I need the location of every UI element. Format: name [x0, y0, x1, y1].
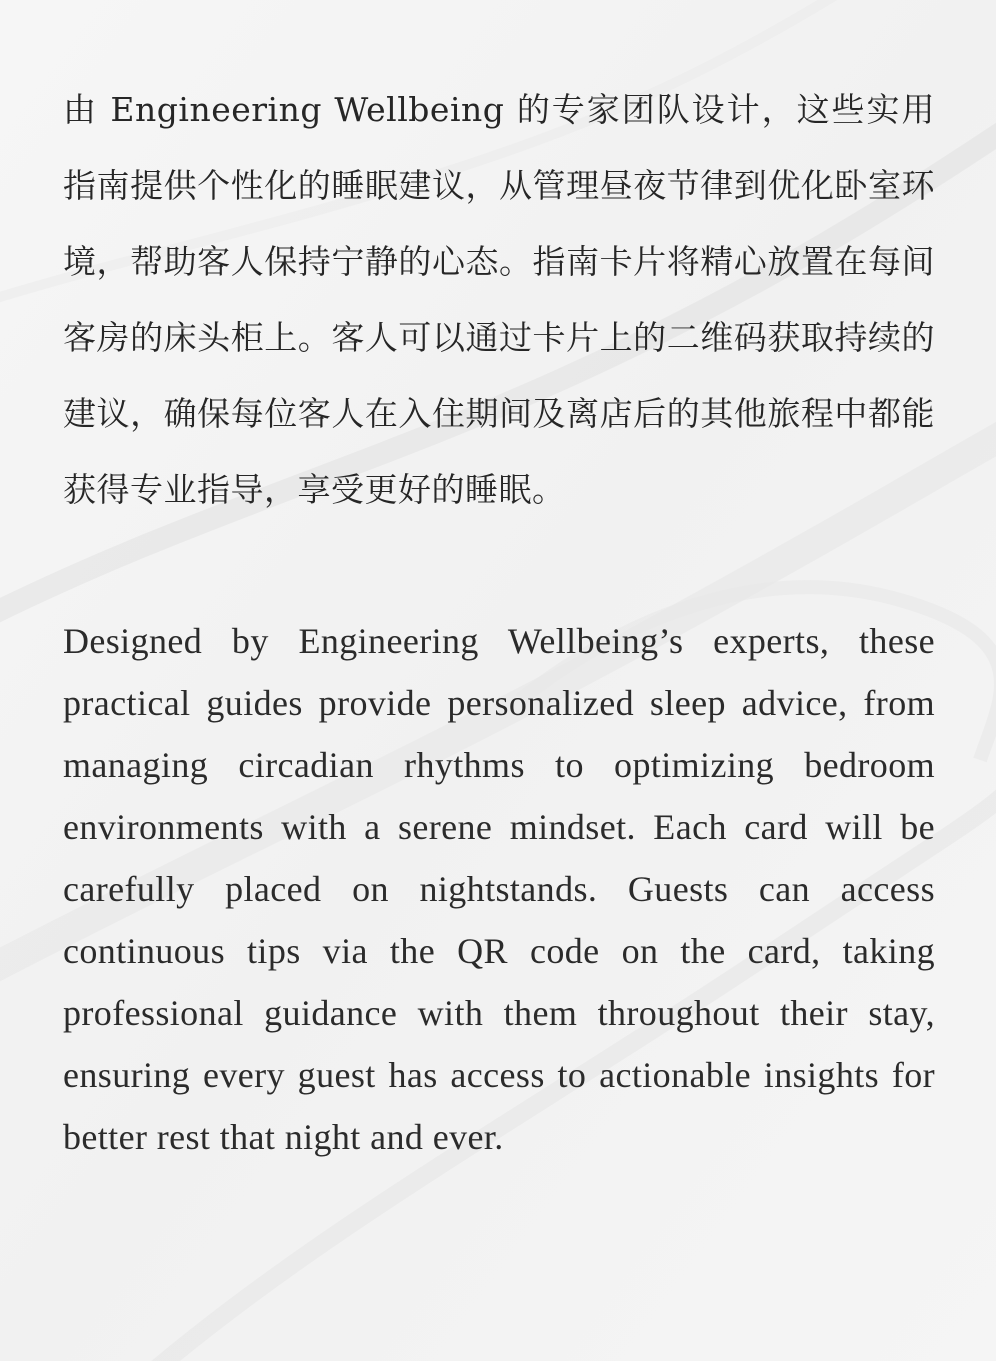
text-content [63, 72, 935, 1168]
english-paragraph: Designed by Engineering Wellbeing’s experts, these practical guides provide personalized sleep advice, from managing circadian rhythms to optimizing bedroom environments with a serene mindset. Each card will be carefully placed on nightstands. Guests can access continuous tips via the QR code on the card, taking professional guidance with them throughout their stay, ensuring every guest has access to actionable insights for better rest that night and ever. [63, 621, 935, 1157]
chinese-paragraph: 由 Engineering Wellbeing 的专家团队设计，这些实用指南提供个性化的睡眠建议，从管理昼夜节律到优化卧室环境，帮助客人保持宁静的心态。指南卡片将精心放置在每间客房的床头柜上。客人可以通过卡片上的二维码获取持续的建议，确保每位客人在入住期间及离店后的其他旅程中都能获得专业指导，享受更好的睡眠。 [63, 90, 935, 509]
